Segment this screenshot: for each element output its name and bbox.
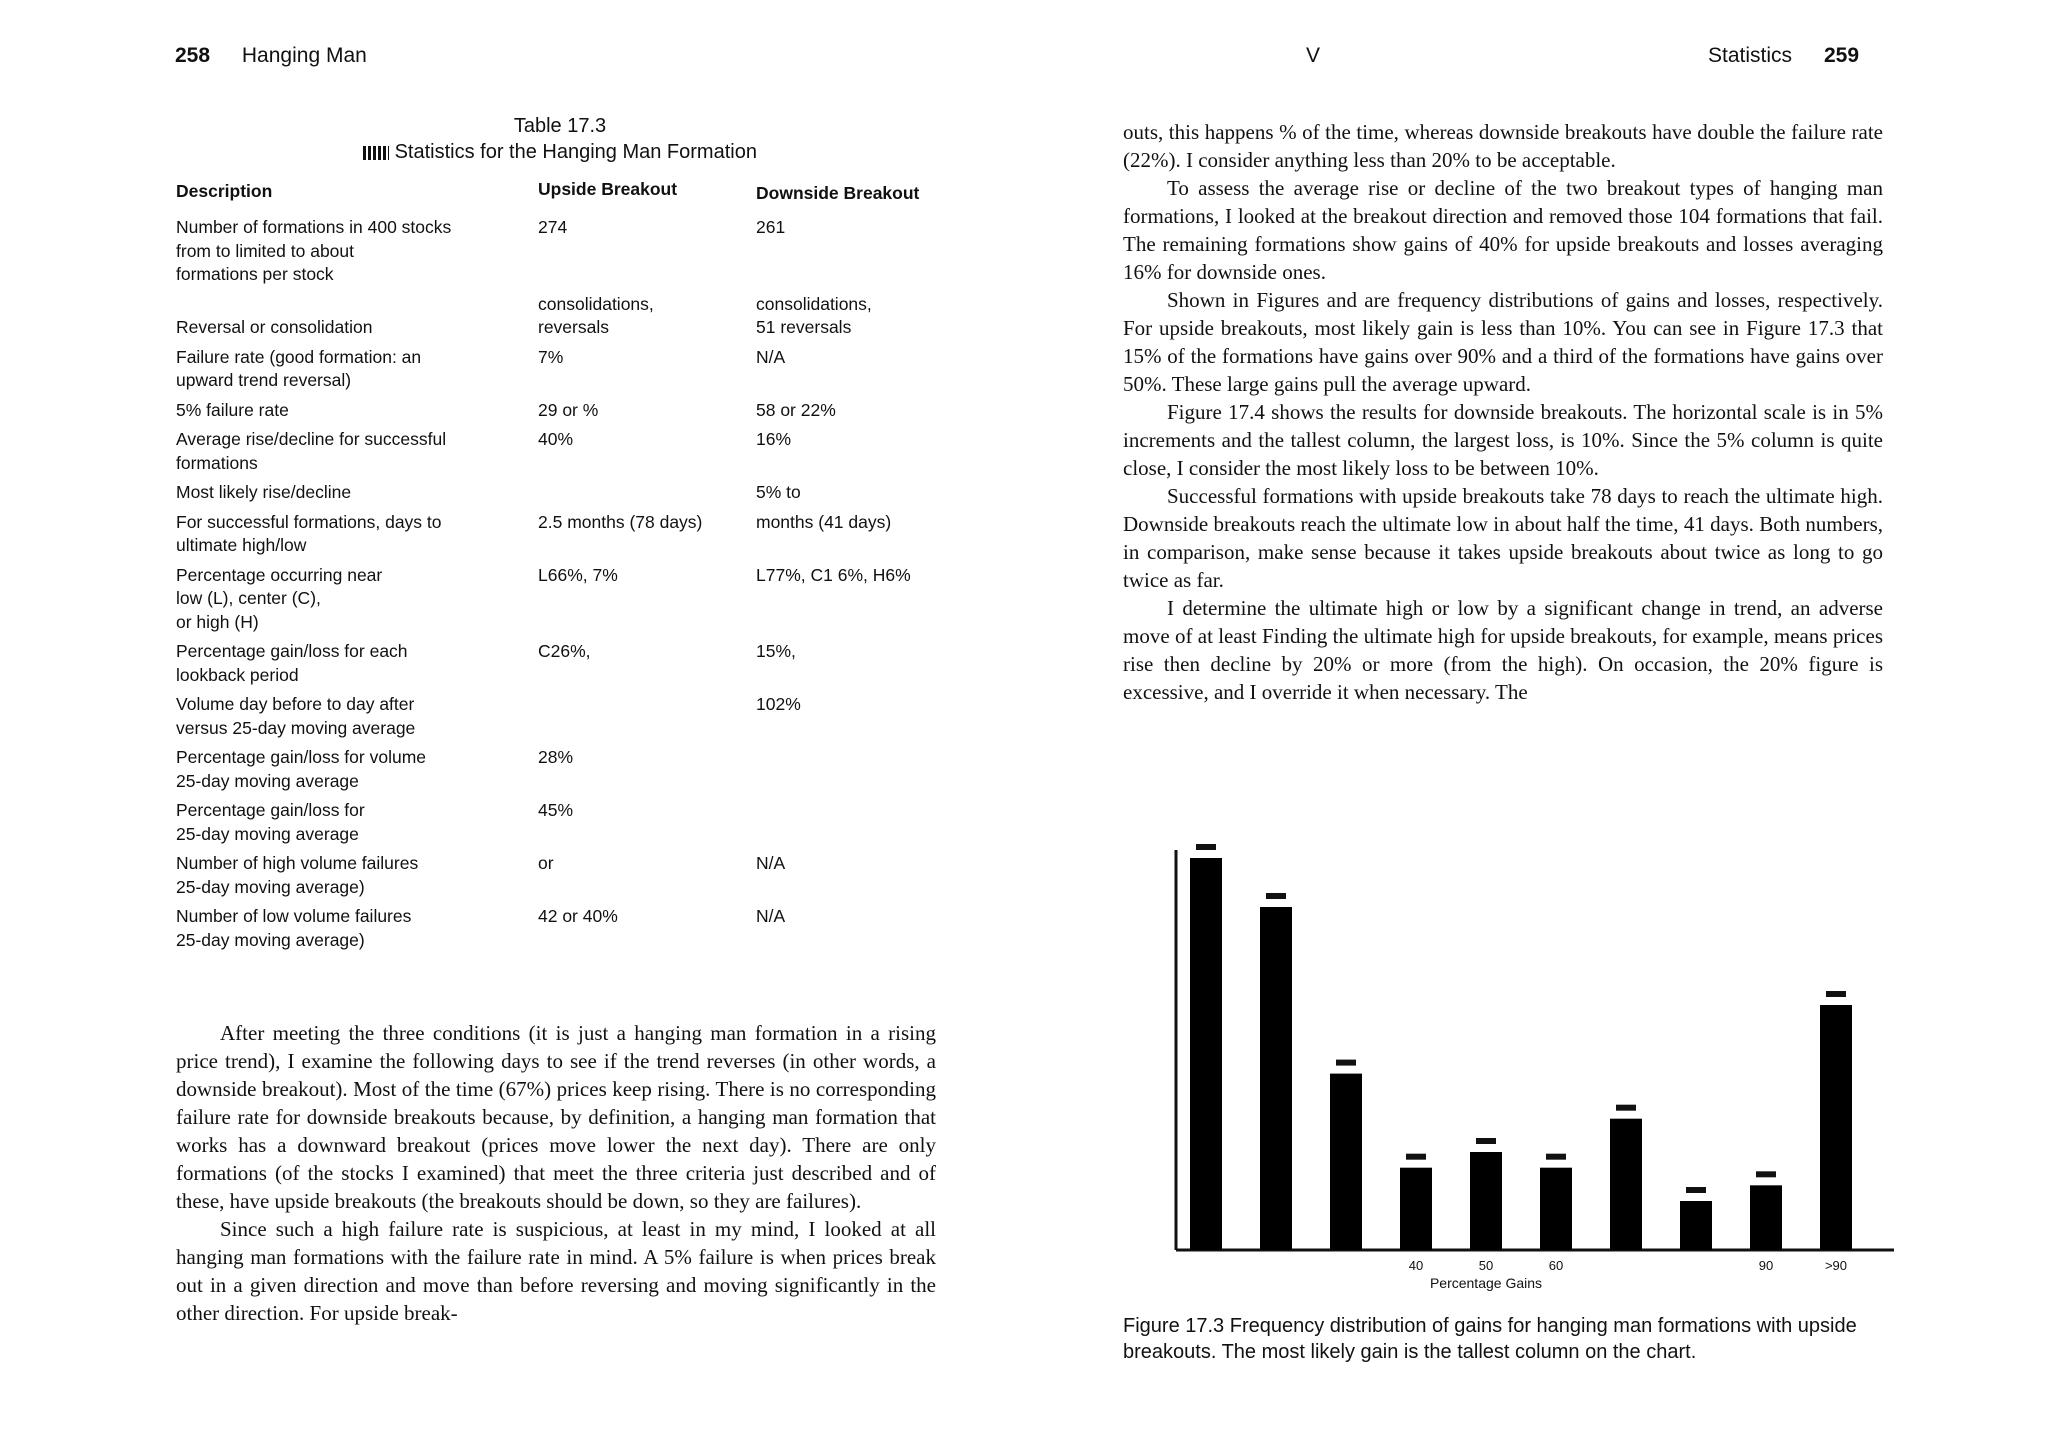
cell-line: formations per stock <box>176 264 334 284</box>
row-upside-value <box>538 799 738 823</box>
row-description <box>176 640 516 687</box>
left-page-number: 258 <box>175 44 211 67</box>
row-downside-value <box>756 481 956 505</box>
chart-bar <box>1260 907 1292 1250</box>
cell-line: 45% <box>538 800 574 820</box>
left-body-text <box>176 1019 936 1327</box>
cell-line: 40% <box>538 429 574 449</box>
row-downside-value <box>756 564 956 588</box>
row-description <box>176 346 516 393</box>
column-header-upside: Upside Breakout <box>538 179 678 199</box>
cell-line: ultimate high/low <box>176 535 307 555</box>
cell-line: 25-day moving average <box>176 770 359 791</box>
row-description <box>176 799 516 846</box>
row-upside-value <box>538 428 738 452</box>
bar-data-label-glyph <box>1756 1171 1776 1177</box>
chart-bar <box>1330 1074 1362 1250</box>
row-description <box>176 481 516 505</box>
paragraph: Shown in Figures and are frequency distributions of gains and losses, respectively. For upside breakouts, most likely gain is less than 10%. You can see in Figure 17.3 that 15% of the formations have gains over 90% and a third of the formations have gains over 50%. These large gains pull the average upward. <box>1123 288 1883 396</box>
cell-line: For successful formations, days to <box>176 511 442 532</box>
cell-line: N/A <box>756 346 786 367</box>
row-upside-value <box>538 293 738 340</box>
row-description <box>176 399 516 423</box>
table-label: Table 17.3 <box>513 115 607 137</box>
x-axis-label: Percentage Gains <box>1429 1275 1543 1291</box>
chart-bar <box>1470 1152 1502 1250</box>
row-description <box>176 693 516 740</box>
cell-line: low (L), center (C), <box>176 588 321 608</box>
table-title: Statistics for the Hanging Man Formation <box>394 141 757 163</box>
chart-bar <box>1540 1168 1572 1250</box>
paragraph: outs, this happens % of the time, whereas downside breakouts have double the failure rate (22%). I consider anything less than 20% to be acceptable. <box>1123 120 1883 172</box>
cell-line: Percentage occurring near <box>176 564 383 585</box>
bar-data-label-glyph <box>1406 1154 1426 1160</box>
left-running-title: Hanging Man <box>241 44 367 67</box>
cell-line: Volume day before to day after <box>176 694 415 714</box>
header-mark: V <box>1306 44 1321 67</box>
chart-bar <box>1610 1119 1642 1250</box>
cell-line: 2.5 months (78 days) <box>538 511 703 532</box>
gains-frequency-chart <box>1114 830 1894 1300</box>
paragraph: I determine the ultimate high or low by a significant change in trend, an adverse move of at least Finding the ultimate high for upside breakouts, for example, means prices rise then decline by 20% or more (from the high). On occasion, the 20% figure is excessive, and I override it when necessary. The <box>1123 596 1883 704</box>
cell-line: Failure rate (good formation: an <box>176 346 422 367</box>
x-tick-label: 60 <box>1548 1258 1564 1273</box>
cell-line <box>176 293 516 317</box>
table-title-line <box>320 139 800 165</box>
row-downside-value <box>756 511 956 535</box>
bar-data-label-glyph <box>1616 1105 1636 1111</box>
row-description <box>176 428 516 475</box>
cell-line: Most likely rise/decline <box>176 482 352 502</box>
cell-line: 58 or 22% <box>756 399 836 420</box>
cell-line: 5% to <box>756 482 801 502</box>
row-description <box>176 511 516 558</box>
row-description <box>176 746 516 793</box>
cell-line: consolidations, <box>538 293 654 314</box>
cell-line: 25-day moving average) <box>176 876 365 897</box>
cell-line: 25-day moving average <box>176 823 359 844</box>
row-description <box>176 905 516 952</box>
cell-line: or <box>538 853 554 873</box>
cell-line: 7% <box>538 346 564 367</box>
row-downside-value <box>756 399 956 423</box>
row-upside-value <box>538 640 738 664</box>
table-caption <box>320 113 800 165</box>
cell-line: Number of formations in 400 stocks <box>176 217 452 237</box>
chart-bar <box>1190 858 1222 1250</box>
bar-data-label-glyph <box>1476 1138 1496 1144</box>
paragraph: Figure 17.4 shows the results for downside breakouts. The horizontal scale is in 5% increments and the tallest column, the largest loss, is 10%. Since the 5% column is quite close, I consider the most likely loss to be between 10%. <box>1123 400 1883 480</box>
cell-line: C26%, <box>538 641 591 661</box>
cell-line: 102% <box>756 694 801 714</box>
bar-data-label-glyph <box>1266 893 1286 899</box>
cell-line: 28% <box>538 747 574 767</box>
chart-bar <box>1400 1168 1432 1250</box>
x-tick-label: 50 <box>1478 1258 1494 1273</box>
cell-line: formations <box>176 452 258 473</box>
row-downside-value <box>756 693 956 717</box>
x-tick-label: >90 <box>1824 1258 1848 1273</box>
cell-line: 51 reversals <box>756 317 852 337</box>
paragraph: To assess the average rise or decline of the two breakout types of hanging man formations, I looked at the breakout direction and removed those 104 formations that fail. The remaining formations show gains of 40% for upside breakouts and losses averaging 16% for downside ones. <box>1123 176 1883 284</box>
row-upside-value <box>538 399 738 423</box>
row-upside-value <box>538 905 738 929</box>
column-header-description: Description <box>176 181 273 201</box>
right-page <box>1024 0 2048 1447</box>
right-body-text <box>1123 118 1883 706</box>
row-downside-value <box>756 293 956 340</box>
garbled-glyph <box>363 146 389 160</box>
row-description <box>176 293 516 340</box>
cell-line: Number of high volume failures <box>176 853 419 873</box>
row-upside-value <box>538 346 738 370</box>
chart-bar <box>1750 1185 1782 1250</box>
cell-line: reversals <box>538 317 609 337</box>
cell-line: Average rise/decline for successful <box>176 429 447 449</box>
row-downside-value <box>756 852 956 876</box>
paragraph: After meeting the three conditions (it is just a hanging man formation in a rising price trend), I examine the following days to see if the trend reverses (in other words, a downside breakout). Most of the time (67%) prices keep rising. There is no corresponding failure rate for downside breakouts because, by definition, a hanging man formation that works has a downward breakout (prices move lower the next day). There are only formations (of the stocks I examined) that meet the three criteria just described and of these, have upside breakouts (the breakouts should be down, so they are failures). <box>176 1021 936 1213</box>
cell-line: Number of low volume failures <box>176 906 412 926</box>
right-page-number: 259 <box>1824 44 1860 67</box>
figure-caption: Figure 17.3 Frequency distribution of gains for hanging man formations with upside breakouts. The most likely gain is the tallest column on the chart. <box>1123 1315 1857 1363</box>
cell-line: 16% <box>756 429 792 449</box>
cell-line: 29 or % <box>538 399 599 420</box>
bar-data-label-glyph <box>1196 844 1216 850</box>
column-header-downside: Downside Breakout <box>756 183 920 203</box>
cell-line: L66%, 7% <box>538 564 618 585</box>
row-description <box>176 216 516 287</box>
row-downside-value <box>756 216 956 240</box>
row-description <box>176 564 516 635</box>
paragraph: Since such a high failure rate is suspicious, at least in my mind, I looked at all hanging man formations with the failure rate in mind. A 5% failure is when prices break out in a given direction and move than before reversing and moving significantly in the other direction. For upside break- <box>176 1217 936 1325</box>
x-tick-label: 90 <box>1758 1258 1774 1273</box>
bar-data-label-glyph <box>1826 991 1846 997</box>
row-upside-value <box>538 511 738 535</box>
row-downside-value <box>756 346 956 370</box>
row-upside-value <box>538 852 738 876</box>
row-upside-value <box>538 216 738 240</box>
x-tick-label: 40 <box>1408 1258 1424 1273</box>
cell-line: 274 <box>538 217 568 237</box>
cell-line: Reversal or consolidation <box>176 317 373 337</box>
cell-line: or high (H) <box>176 611 259 632</box>
paragraph: Successful formations with upside breakouts take 78 days to reach the ultimate high. Downside breakouts reach the ultimate low in about half the time, 41 days. Both numbers, in comparison, make sense because it takes upside breakouts about twice as long to go twice as far. <box>1123 484 1883 592</box>
chart-bar <box>1820 1005 1852 1250</box>
cell-line: months (41 days) <box>756 511 892 532</box>
row-downside-value <box>756 428 956 452</box>
bar-data-label-glyph <box>1546 1154 1566 1160</box>
bar-data-label-glyph <box>1336 1060 1356 1066</box>
right-running-title: Statistics <box>1708 44 1793 67</box>
left-page-header <box>175 44 367 68</box>
cell-line: versus 25-day moving average <box>176 717 416 738</box>
chart-bar <box>1680 1201 1712 1250</box>
cell-line: upward trend reversal) <box>176 370 352 390</box>
row-description <box>176 852 516 899</box>
cell-line: 5% failure rate <box>176 399 289 420</box>
cell-line: L77%, C1 6%, H6% <box>756 564 911 585</box>
cell-line: 15%, <box>756 641 796 661</box>
cell-line: 261 <box>756 217 786 237</box>
cell-line: 42 or 40% <box>538 906 618 926</box>
row-downside-value <box>756 640 956 664</box>
cell-line: Percentage gain/loss for <box>176 800 365 820</box>
bar-data-label-glyph <box>1686 1187 1706 1193</box>
row-downside-value <box>756 905 956 929</box>
row-upside-value <box>538 564 738 588</box>
cell-line: N/A <box>756 906 786 926</box>
row-upside-value <box>538 746 738 770</box>
cell-line: consolidations, <box>756 293 872 314</box>
cell-line: N/A <box>756 853 786 873</box>
cell-line: Percentage gain/loss for volume <box>176 747 426 767</box>
cell-line: 25-day moving average) <box>176 929 365 950</box>
cell-line: Percentage gain/loss for each <box>176 641 408 661</box>
cell-line: lookback period <box>176 664 299 685</box>
cell-line: from to limited to about <box>176 240 354 261</box>
